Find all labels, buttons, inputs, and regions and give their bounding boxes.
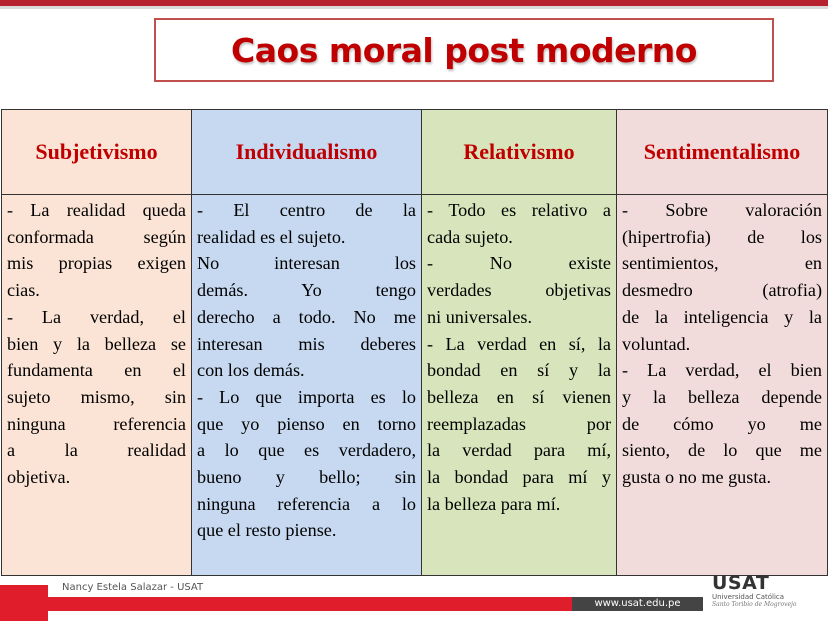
table-body-row: [2, 195, 828, 576]
header-relativismo: Relativismo: [422, 110, 617, 195]
table-header-row: [2, 110, 828, 195]
cell-line: ni universales.: [427, 306, 533, 327]
cell-line: - La verdad en sí, la: [427, 333, 611, 354]
cell-line: ninguna referencia: [7, 413, 186, 434]
cell-line: bondad en sí y la: [427, 360, 611, 381]
cell-line: voluntad.: [622, 333, 691, 354]
cell-line: a la realidad: [7, 440, 186, 461]
cell-line: siento, de lo que me: [622, 440, 822, 461]
cell-line: interesan mis deberes: [197, 333, 416, 354]
cell-line: y la belleza depende: [622, 386, 822, 407]
cell-line: (hipertrofia) de los: [622, 226, 822, 247]
slide-title: Caos moral post moderno: [231, 30, 697, 70]
footer-red-block: [0, 585, 48, 621]
cell-subjetivismo: [2, 195, 192, 576]
cell-line: sujeto mismo, sin: [7, 386, 186, 407]
cell-line: ninguna referencia a lo: [197, 493, 416, 514]
cell-line: objetiva.: [7, 467, 71, 488]
cell-line: con los demás.: [197, 360, 305, 381]
cell-line: - El centro de la: [197, 200, 416, 220]
footer-author: Nancy Estela Salazar - USAT: [62, 582, 204, 593]
cell-line: - Sobre valoración: [622, 200, 822, 220]
cell-line: cada sujeto.: [427, 226, 513, 247]
cell-line: - No existe: [427, 253, 611, 274]
cell-line: derecho a todo. No me: [197, 306, 416, 327]
cell-line: que el resto piense.: [197, 520, 337, 541]
cell-line: que yo pienso en torno: [197, 413, 416, 434]
cell-line: conformada según: [7, 226, 186, 247]
cell-line: - La realidad queda: [7, 200, 186, 220]
comparison-table: [1, 109, 828, 576]
header-individualismo: Individualismo: [192, 110, 422, 195]
cell-line: demás. Yo tengo: [197, 280, 416, 301]
cell-line: la verdad para mí,: [427, 440, 611, 461]
logo-subtitle: Universidad Católica: [712, 593, 785, 601]
cell-line: a lo que es verdadero,: [197, 440, 416, 461]
cell-line: - La verdad, el: [7, 306, 186, 327]
cell-line: - Todo es relativo a: [427, 200, 611, 220]
cell-line: sentimientos, en: [622, 253, 822, 274]
cell-individualismo: [192, 195, 422, 576]
cell-line: la belleza para mí.: [427, 493, 561, 514]
cell-line: de la inteligencia y la: [622, 306, 822, 327]
cell-line: gusta o no me gusta.: [622, 467, 772, 488]
cell-relativismo: [422, 195, 617, 576]
cell-line: verdades objetivas: [427, 280, 611, 301]
cell-line: bueno y bello; sin: [197, 467, 416, 488]
logo-main-text: USAT: [712, 572, 770, 594]
top-gray-bar: [0, 6, 828, 9]
cell-line: la bondad para mí y: [427, 467, 611, 488]
cell-line: realidad es el sujeto.: [197, 226, 346, 247]
footer-url: www.usat.edu.pe: [572, 597, 703, 611]
cell-line: desmedro (atrofia): [622, 280, 822, 301]
cell-line: de cómo yo me: [622, 413, 822, 434]
title-box: [154, 18, 774, 82]
cell-line: No interesan los: [197, 253, 416, 274]
cell-line: fundamenta en el: [7, 360, 186, 381]
cell-line: mis propias exigen: [7, 253, 186, 274]
logo-subtitle-2: Santo Toribio de Mogrovejo: [712, 601, 797, 608]
usat-logo: [712, 573, 822, 608]
cell-line: belleza en sí vienen: [427, 386, 611, 407]
cell-line: - La verdad, el bien: [622, 360, 822, 381]
cell-sentimentalismo: [617, 195, 828, 576]
header-subjetivismo: Subjetivismo: [2, 110, 192, 195]
cell-line: bien y la belleza se: [7, 333, 186, 354]
cell-line: reemplazadas por: [427, 413, 611, 434]
cell-line: - Lo que importa es lo: [197, 386, 416, 407]
header-sentimentalismo: Sentimentalismo: [617, 110, 828, 195]
cell-line: cias.: [7, 280, 40, 301]
